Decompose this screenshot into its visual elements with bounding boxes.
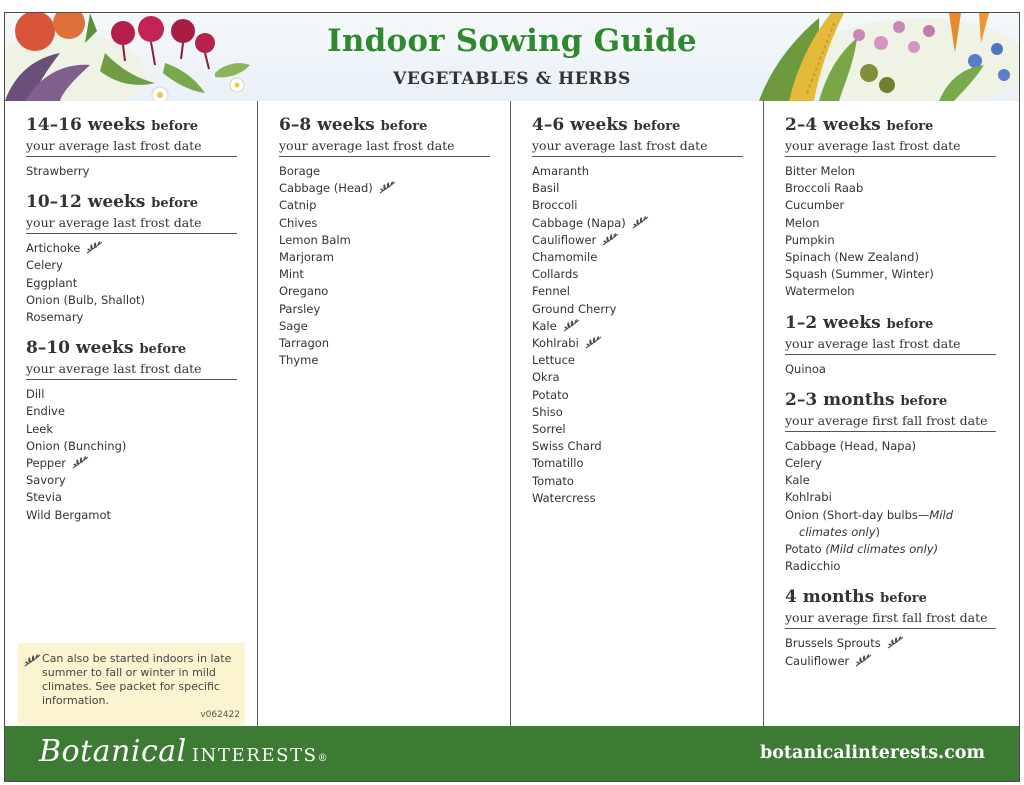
section-weeks: 4 months <box>785 587 875 608</box>
section-subheading: your average last frost date <box>532 137 743 157</box>
crop-list <box>785 635 1001 669</box>
crop-item <box>26 455 239 472</box>
crop-note: (Mild climates only) <box>825 542 939 557</box>
section-subheading: your average last frost date <box>26 214 237 234</box>
section-before: before <box>886 316 934 332</box>
section-before: before <box>380 119 428 134</box>
timing-section <box>785 390 1001 576</box>
crop-name: Tomato <box>532 473 574 488</box>
crop-name: Celery <box>26 258 63 273</box>
crop-item <box>785 438 1001 455</box>
crop-name: Strawberry <box>26 164 90 178</box>
section-heading <box>785 587 1001 609</box>
section-heading <box>532 115 745 137</box>
crop-item <box>279 197 492 214</box>
leaf-sprig-icon <box>855 654 872 667</box>
crop-item <box>785 249 1001 266</box>
crop-list <box>26 163 239 180</box>
crop-item <box>532 352 745 369</box>
crop-item <box>279 180 492 197</box>
crop-note: Mild climates only <box>799 507 954 539</box>
crop-name: Chamomile <box>532 250 598 265</box>
timing-section <box>785 313 1001 378</box>
timing-section <box>279 115 492 369</box>
section-before: before <box>151 119 199 134</box>
section-weeks: 4–6 weeks <box>532 115 628 135</box>
section-heading <box>279 115 492 137</box>
crop-item <box>785 472 1001 489</box>
leaf-sprig-icon <box>563 319 580 332</box>
crop-name: Ground Cherry <box>532 301 617 316</box>
crop-name: Thyme <box>279 353 319 368</box>
leaf-sprig-icon <box>24 654 41 667</box>
section-subheading: your average last frost date <box>26 360 237 380</box>
crop-name: Cabbage (Napa) <box>532 215 626 230</box>
column-1 <box>5 101 258 726</box>
leaf-sprig-icon <box>585 336 602 349</box>
crop-item <box>532 387 745 404</box>
crop-name: Dill <box>26 387 45 402</box>
crop-item <box>26 421 239 438</box>
crop-name: Potato <box>785 542 826 557</box>
crop-note-end: ) <box>875 524 881 539</box>
crop-item <box>785 489 1001 506</box>
column-2 <box>258 101 511 726</box>
crop-item <box>279 266 492 283</box>
section-heading <box>26 338 239 360</box>
section-weeks: 8–10 weeks <box>26 338 134 359</box>
crop-item <box>26 386 239 403</box>
crop-name: Onion (Short-day bulbs— <box>785 507 930 522</box>
crop-item <box>785 232 1001 249</box>
header-banner <box>5 13 1019 101</box>
section-subheading: your average last frost date <box>26 137 237 157</box>
crop-name: Bitter Melon <box>785 164 856 178</box>
section-subheading: your average first fall frost date <box>785 412 996 432</box>
crop-name: Catnip <box>279 198 317 213</box>
crop-item <box>532 421 745 438</box>
crop-name: Okra <box>532 370 560 385</box>
crop-name: Radicchio <box>785 559 841 574</box>
crop-name: Kale <box>532 318 557 333</box>
section-heading <box>26 192 239 214</box>
crop-item <box>532 283 745 300</box>
crop-item <box>279 232 492 249</box>
crop-name: Kohlrabi <box>785 490 832 505</box>
crop-item <box>785 361 1001 378</box>
crop-item <box>532 301 745 318</box>
crop-name: Lettuce <box>532 353 575 368</box>
section-subheading: your average last frost date <box>785 137 996 157</box>
crop-item <box>279 249 492 266</box>
crop-item <box>532 249 745 266</box>
crop-list <box>532 163 745 507</box>
leaf-legend-note <box>18 643 245 725</box>
crop-list <box>785 163 1001 301</box>
crop-item <box>785 653 1001 670</box>
crop-list <box>279 163 492 369</box>
crop-item <box>26 257 239 274</box>
section-before: before <box>886 119 934 134</box>
section-weeks: 1–2 weeks <box>785 312 881 333</box>
crop-name: Endive <box>26 404 65 419</box>
crop-name: Swiss Chard <box>532 439 602 454</box>
crop-item <box>532 473 745 490</box>
crop-name: Cucumber <box>785 198 845 213</box>
crop-name: Collards <box>532 267 579 282</box>
crop-item <box>532 404 745 421</box>
crop-name: Tomatillo <box>532 456 584 471</box>
crop-name: Sorrel <box>532 422 566 437</box>
crop-item <box>532 318 745 335</box>
footer-bar <box>5 726 1019 781</box>
page-subtitle: VEGETABLES & HERBS <box>393 69 631 89</box>
section-subheading: your average first fall frost date <box>785 609 996 629</box>
note-text: Can also be started indoors in late summer to fall or winter in mild climates. See packet for specific information. <box>42 652 232 707</box>
crop-name: Parsley <box>279 301 321 316</box>
crop-item <box>279 335 492 352</box>
section-subheading: your average last frost date <box>785 335 996 355</box>
crop-name: Eggplant <box>26 275 78 290</box>
section-weeks: 10–12 weeks <box>26 192 146 213</box>
crop-name: Artichoke <box>26 241 81 256</box>
crop-name: Cabbage (Head, Napa) <box>785 438 917 453</box>
crop-name: Celery <box>785 456 822 471</box>
crop-name: Stevia <box>26 490 62 505</box>
crop-name: Brussels Sprouts <box>785 636 881 651</box>
section-before: before <box>151 196 199 212</box>
crop-item <box>532 197 745 214</box>
column-4 <box>764 101 1019 726</box>
crop-item <box>532 369 745 386</box>
section-weeks: 2–4 weeks <box>785 115 881 135</box>
crop-name: Broccoli <box>532 198 578 213</box>
crop-name: Kohlrabi <box>532 336 579 351</box>
crop-name: Chives <box>279 215 318 230</box>
timing-section <box>785 115 1001 301</box>
crop-item <box>279 301 492 318</box>
crop-name: Fennel <box>532 284 570 299</box>
crop-name: Cauliflower <box>532 232 597 247</box>
crop-item <box>26 275 239 292</box>
timing-section <box>26 192 239 326</box>
section-before: before <box>633 119 681 134</box>
section-heading <box>785 313 1001 335</box>
crop-name: Squash (Summer, Winter) <box>785 267 934 282</box>
section-weeks: 14–16 weeks <box>26 115 146 135</box>
crop-item <box>532 180 745 197</box>
section-heading <box>26 115 239 137</box>
column-3 <box>511 101 764 726</box>
crop-name: Shiso <box>532 404 563 419</box>
crop-item <box>26 472 239 489</box>
section-before: before <box>139 342 187 358</box>
crop-item <box>279 318 492 335</box>
crop-name: Kale <box>785 473 810 488</box>
timing-section <box>532 115 745 507</box>
crop-item <box>785 558 1001 575</box>
crop-name: Quinoa <box>785 361 826 376</box>
brand-registered-mark: ® <box>317 753 328 764</box>
leaf-sprig-icon <box>632 216 649 229</box>
leaf-sprig-icon <box>86 241 103 254</box>
crop-item <box>279 215 492 232</box>
crop-name: Rosemary <box>26 310 84 325</box>
crop-item <box>26 240 239 257</box>
crop-list <box>26 240 239 326</box>
crop-name: Sage <box>279 318 308 333</box>
timing-section <box>785 587 1001 669</box>
crop-name: Tarragon <box>279 336 330 351</box>
leaf-sprig-icon <box>72 456 89 469</box>
section-before: before <box>900 393 948 409</box>
crop-name: Marjoram <box>279 250 334 265</box>
crop-item <box>532 163 745 180</box>
crop-item <box>785 197 1001 214</box>
brand-logo <box>39 734 328 769</box>
crop-name: Onion (Bunching) <box>26 438 127 453</box>
leaf-sprig-icon <box>379 181 396 194</box>
crop-item <box>26 507 239 524</box>
crop-name: Onion (Bulb, Shallot) <box>26 292 146 307</box>
crop-list <box>785 438 1001 576</box>
crop-item <box>532 455 745 472</box>
section-subheading: your average last frost date <box>279 137 490 157</box>
crop-name: Wild Bergamot <box>26 507 112 522</box>
crop-name: Lemon Balm <box>279 232 351 247</box>
crop-name: Watermelon <box>785 284 855 299</box>
crop-item <box>785 541 1001 558</box>
crop-name: Amaranth <box>532 164 589 178</box>
crop-name: Spinach (New Zealand) <box>785 250 919 265</box>
crop-item <box>532 215 745 232</box>
leaf-sprig-icon <box>602 233 619 246</box>
brand-caps: INTERESTS <box>191 745 318 766</box>
crop-name: Basil <box>532 181 560 196</box>
crop-name: Melon <box>785 215 820 230</box>
crop-item <box>785 163 1001 180</box>
section-heading <box>785 390 1001 412</box>
crop-item <box>26 163 239 180</box>
sowing-guide-sheet <box>4 12 1020 782</box>
crop-list <box>785 361 1001 378</box>
crop-list <box>26 386 239 524</box>
crop-name: Pepper <box>26 456 67 471</box>
section-weeks: 2–3 months <box>785 389 895 410</box>
crop-name: Mint <box>279 267 304 282</box>
crop-name: Broccoli Raab <box>785 181 864 196</box>
section-weeks: 6–8 weeks <box>279 115 375 135</box>
crop-item <box>785 180 1001 197</box>
crop-name: Oregano <box>279 284 329 299</box>
crop-name: Cauliflower <box>785 653 850 668</box>
section-before: before <box>880 591 927 607</box>
crop-item <box>785 215 1001 232</box>
crop-item <box>26 489 239 506</box>
crop-item <box>532 438 745 455</box>
crop-name: Cabbage (Head) <box>279 181 373 196</box>
website-url[interactable]: botanicalinterests.com <box>759 743 985 763</box>
version-code: v062422 <box>200 710 240 720</box>
leaf-sprig-icon <box>887 636 904 649</box>
crop-item <box>785 635 1001 652</box>
crop-name: Potato <box>532 387 569 402</box>
brand-script: Botanical <box>39 734 187 769</box>
crop-item <box>785 283 1001 300</box>
crop-name: Borage <box>279 164 321 178</box>
crop-item <box>279 352 492 369</box>
crop-item <box>785 455 1001 472</box>
timing-section <box>26 115 239 180</box>
crop-name: Leek <box>26 421 54 436</box>
crop-item <box>532 232 745 249</box>
crop-item <box>785 507 1001 541</box>
crop-item <box>279 283 492 300</box>
crop-item <box>26 438 239 455</box>
crop-item <box>532 490 745 507</box>
page-title: Indoor Sowing Guide <box>327 23 697 59</box>
crop-item <box>279 163 492 180</box>
crop-item <box>785 266 1001 283</box>
timing-section <box>26 338 239 524</box>
crop-item <box>26 309 239 326</box>
crop-item <box>26 403 239 420</box>
crop-item <box>532 335 745 352</box>
crop-item <box>532 266 745 283</box>
crop-name: Pumpkin <box>785 232 835 247</box>
crop-name: Watercress <box>532 490 596 505</box>
section-heading <box>785 115 1001 137</box>
crop-name: Savory <box>26 473 66 488</box>
crop-item <box>26 292 239 309</box>
